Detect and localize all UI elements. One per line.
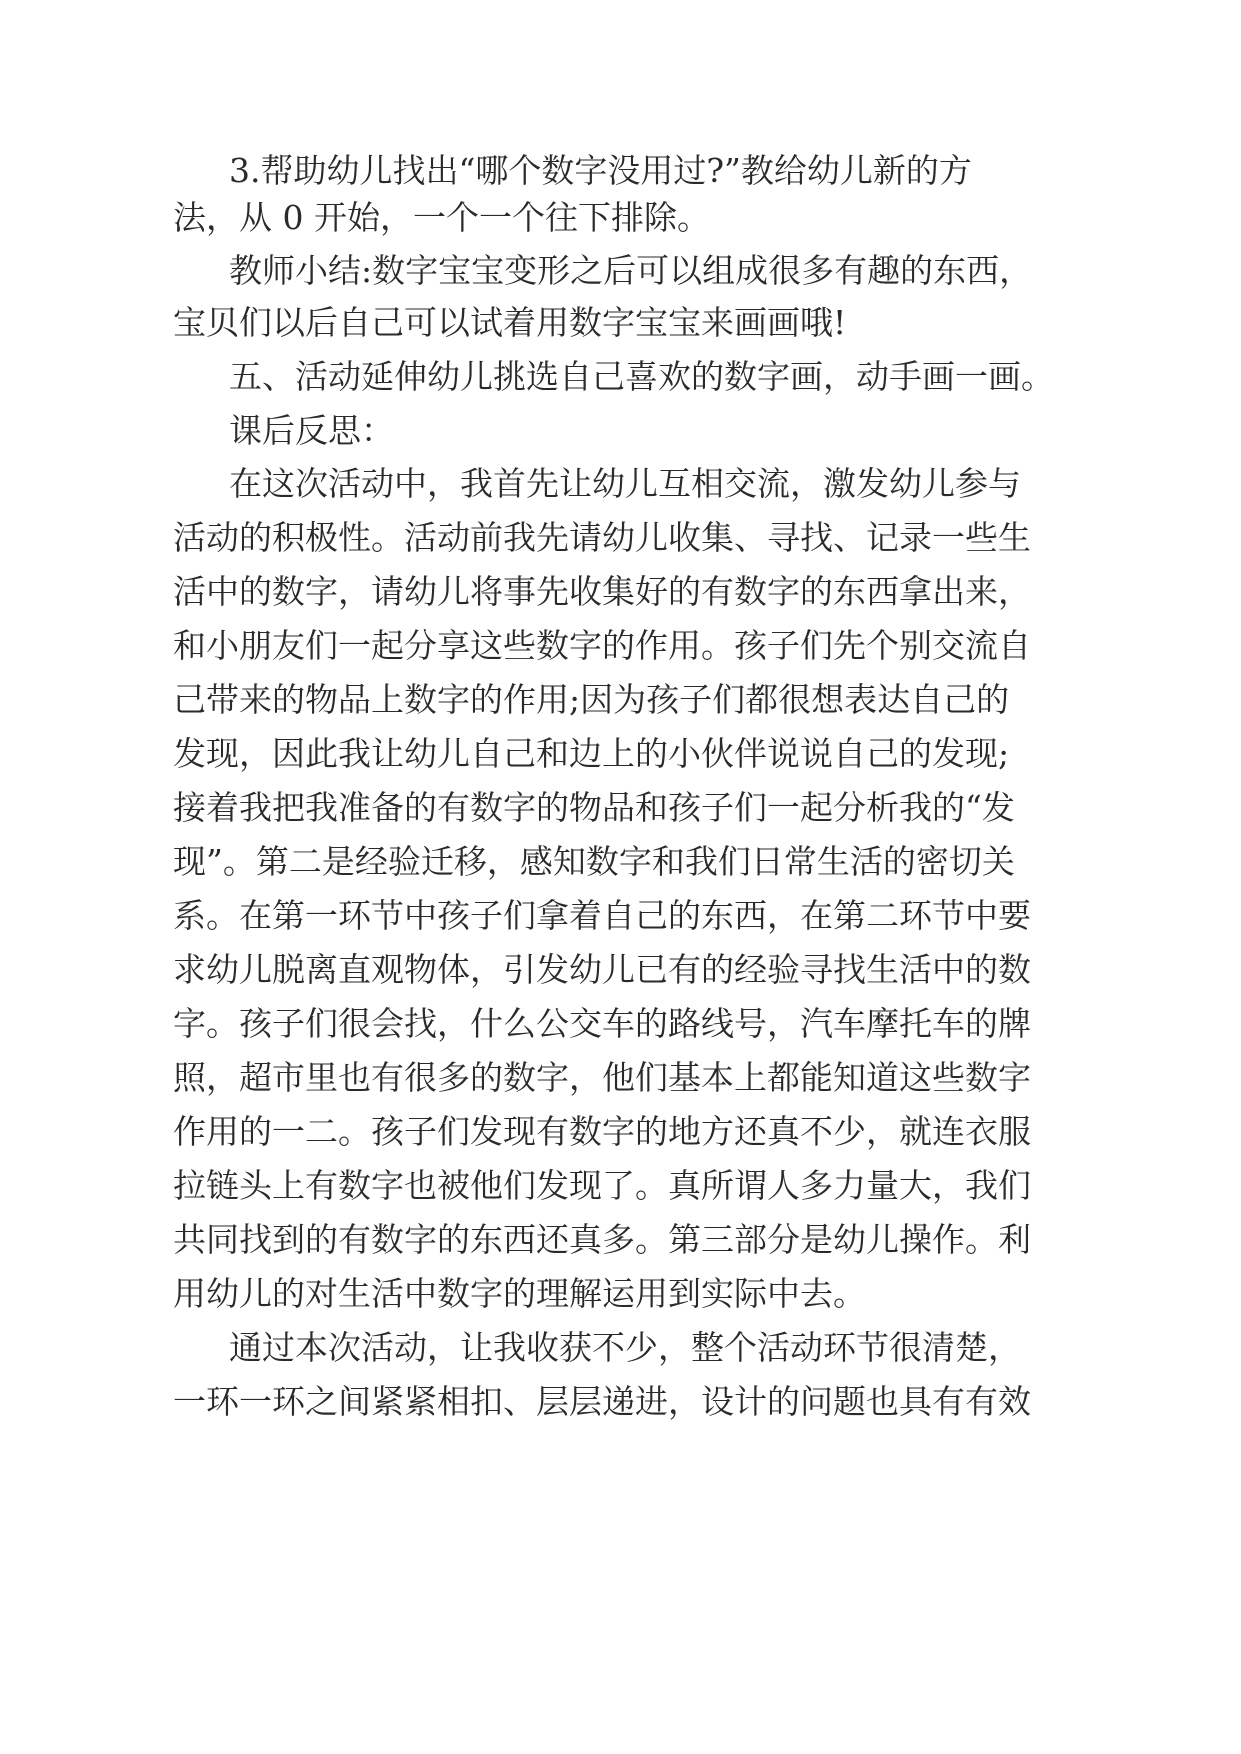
text-line: 通过本次活动，让我收获不少，整个活动环节很清楚，: [229, 1328, 1021, 1367]
text-line: 作用的一二。孩子们发现有数字的地方还真不少，就连衣服: [173, 1112, 1031, 1151]
text-line: 五、活动延伸幼儿挑选自己喜欢的数字画，动手画一画。: [229, 357, 1054, 396]
text-line: 接着我把我准备的有数字的物品和孩子们一起分析我的“发: [173, 788, 1015, 827]
text-line: 己带来的物品上数字的作用;因为孩子们都很想表达自己的: [173, 680, 1010, 719]
text-line: 系。在第一环节中孩子们拿着自己的东西，在第二环节中要: [173, 896, 1031, 935]
text-line: 现”。第二是经验迁移，感知数字和我们日常生活的密切关: [173, 842, 1015, 881]
text-line: 照，超市里也有很多的数字，他们基本上都能知道这些数字: [173, 1058, 1031, 1097]
text-line: 一环一环之间紧紧相扣、层层递进，设计的问题也具有有效: [173, 1382, 1031, 1421]
text-line: 宝贝们以后自己可以试着用数字宝宝来画画哦!: [173, 303, 847, 342]
text-line: 活中的数字，请幼儿将事先收集好的有数字的东西拿出来，: [173, 572, 1031, 611]
text-line: 课后反思：: [229, 411, 394, 450]
text-line: 3.帮助幼儿找出“哪个数字没用过?”教给幼儿新的方: [229, 151, 972, 190]
text-line: 字。孩子们很会找，什么公交车的路线号，汽车摩托车的牌: [173, 1004, 1031, 1043]
text-line: 拉链头上有数字也被他们发现了。真所谓人多力量大，我们: [173, 1166, 1031, 1205]
text-line: 和小朋友们一起分享这些数字的作用。孩子们先个别交流自: [173, 626, 1031, 665]
text-line: 用幼儿的对生活中数字的理解运用到实际中去。: [173, 1274, 866, 1313]
text-line: 发现，因此我让幼儿自己和边上的小伙伴说说自己的发现;: [173, 734, 1010, 773]
text-line: 教师小结:数字宝宝变形之后可以组成很多有趣的东西，: [229, 251, 1033, 290]
text-line: 求幼儿脱离直观物体，引发幼儿已有的经验寻找生活中的数: [173, 950, 1031, 989]
text-line: 在这次活动中，我首先让幼儿互相交流，激发幼儿参与: [229, 464, 1021, 503]
text-line: 法，从 0 开始，一个一个往下排除。: [173, 198, 710, 237]
text-line: 活动的积极性。活动前我先请幼儿收集、寻找、记录一些生: [173, 518, 1031, 557]
text-line: 共同找到的有数字的东西还真多。第三部分是幼儿操作。利: [173, 1220, 1031, 1259]
